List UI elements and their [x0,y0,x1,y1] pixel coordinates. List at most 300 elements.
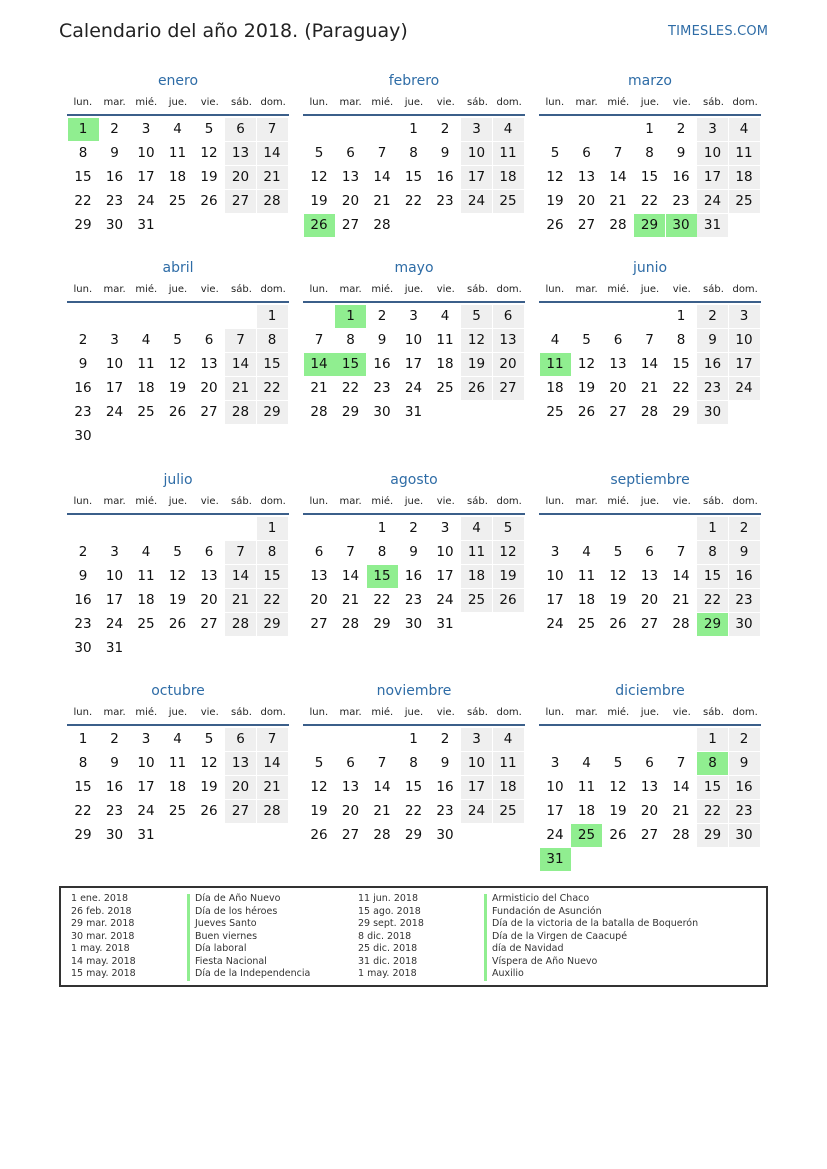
header-rule [67,301,289,303]
day-cell: 17 [137,779,155,795]
weekday-label: vie. [200,496,219,507]
weekday-header [303,493,525,511]
weekday-header [67,493,289,511]
legend-date: 30 mar. 2018 [71,930,135,942]
day-cell: 1 [377,520,387,536]
day-cell: 1 [697,728,728,751]
day-cell: 21 [609,193,627,209]
weekday-label: vie. [200,707,219,718]
day-cell: 8 [645,145,654,161]
day-cell: 4 [550,332,560,348]
day-cell: 3 [409,308,418,324]
day-cell: 6 [225,118,256,141]
day-cell: 7 [377,755,387,771]
weekday-label: jue. [404,496,424,507]
day-cell: 5 [314,145,324,161]
day-cell: 2 [110,731,119,747]
day-cell: 10 [461,142,492,165]
day-cell: 31 [404,404,423,420]
day-cell: 2 [729,517,760,540]
weekday-label: mar. [575,284,598,295]
legend-holiday-name: Día de Año Nuevo [195,893,281,904]
day-cell: 5 [550,145,560,161]
legend-holiday-name: Día de la Independencia [195,968,311,979]
day-cell: 19 [493,565,524,588]
day-cell: 31 [137,827,155,843]
day-cell: 25 [436,380,454,396]
day-cell: 26 [310,827,328,843]
weekday-label: vie. [672,284,691,295]
day-cell: 22 [74,193,92,209]
legend-marker-left [187,894,190,981]
day-cell: 16 [672,169,690,185]
day-cell: 15 [672,356,690,372]
weekday-label: mié. [371,496,394,507]
day-cell: 1 [676,308,686,324]
day-cell: 2 [676,121,686,137]
weekday-label: jue. [168,496,188,507]
weekday-label: dom. [732,496,758,507]
day-cell: 10 [546,568,564,584]
day-cell: 9 [409,544,418,560]
day-cell: 28 [257,800,288,823]
day-cell: 24 [546,827,564,843]
legend-date: 31 dic. 2018 [358,955,418,967]
day-cell: 13 [341,169,360,185]
legend-date: 15 ago. 2018 [358,905,421,917]
day-cell: 13 [200,356,218,372]
header-rule [303,301,525,303]
day-cell: 26 [168,616,187,632]
day-cell: 24 [461,800,492,823]
day-cell: 13 [310,568,328,584]
day-cell: 14 [672,779,690,795]
day-cell: 21 [310,380,328,396]
legend-holiday-name: Jueves Santo [195,918,257,929]
weekday-label: mar. [575,496,598,507]
day-cell: 9 [110,755,119,771]
day-cell: 28 [672,827,690,843]
day-cell: 16 [105,779,124,795]
day-cell: 23 [697,377,728,400]
day-cell: 23 [672,193,690,209]
day-cell: 26 [546,217,564,233]
weekday-label: jue. [640,284,660,295]
header-rule [303,513,525,515]
day-cell: 29 [404,827,423,843]
day-cell: 22 [257,589,288,612]
day-cell: 2 [440,121,450,137]
day-cell: 30 [105,827,124,843]
day-cell: 2 [697,305,728,328]
day-cell: 30 [373,404,391,420]
day-cell: 27 [225,190,256,213]
legend-holiday-name: Víspera de Año Nuevo [492,955,598,967]
day-cell: 8 [257,329,288,352]
day-cell: 23 [105,803,124,819]
day-cell: 5 [461,305,492,328]
day-cell: 18 [493,776,524,799]
day-cell: 22 [672,380,690,396]
day-cell: 31 [105,640,124,656]
header-rule [539,114,761,116]
legend-holiday-name: Día de la victoria de la batalla de Boquerón [492,918,699,929]
day-cell: 7 [314,332,324,348]
day-cell: 16 [74,592,92,608]
weekday-header [303,704,525,722]
day-cell: 20 [225,166,256,189]
day-cell: 7 [257,118,288,141]
day-cell: 9 [110,145,119,161]
weekday-label: dom. [260,97,286,108]
day-cell: 3 [550,755,560,771]
day-cell: 3 [550,544,560,560]
day-cell: 27 [200,404,218,420]
day-cell: 22 [257,377,288,400]
day-cell: 21 [672,803,690,819]
day-cell: 4 [440,308,450,324]
weekday-label: sáb. [703,496,724,507]
day-cell: 31 [436,616,454,632]
day-cell: 28 [640,404,659,420]
day-cell: 23 [436,193,454,209]
day-cell: 2 [440,731,450,747]
day-cell: 24 [461,190,492,213]
day-cell: 18 [493,166,524,189]
day-cell: 15 [404,779,423,795]
weekday-label: mié. [607,284,630,295]
day-cell: 16 [74,380,92,396]
legend-date: 1 ene. 2018 [71,893,128,904]
weekday-label: dom. [260,284,286,295]
weekday-label: jue. [168,707,188,718]
weekday-label: dom. [496,284,522,295]
day-cell: 3 [729,305,760,328]
weekday-label: sáb. [703,97,724,108]
day-cell: 11 [577,568,596,584]
weekday-label: mar. [103,97,126,108]
month-name: mayo [394,260,434,276]
day-cell: 6 [493,305,524,328]
day-cell: 24 [404,380,423,396]
day-cell: 18 [577,592,596,608]
day-cell: 6 [346,145,355,161]
legend-holiday-name: Fundación de Asunción [492,905,602,917]
day-cell: 29 [697,824,728,847]
weekday-label: jue. [640,496,660,507]
day-cell: 7 [346,544,355,560]
day-cell: 12 [609,779,627,795]
day-cell: 15 [640,169,659,185]
day-cell: 29 [341,404,360,420]
day-cell: 12 [310,779,328,795]
day-cell: 18 [168,169,187,185]
day-cell: 13 [225,142,256,165]
day-cell: 6 [314,544,324,560]
weekday-label: sáb. [231,97,252,108]
day-cell: 28 [672,616,690,632]
day-cell: 12 [200,755,218,771]
day-cell: 30 [729,824,760,847]
day-cell: 26 [577,404,596,420]
day-cell: 26 [200,803,218,819]
day-cell: 8 [409,145,418,161]
weekday-label: vie. [200,97,219,108]
day-cell: 20 [640,592,659,608]
day-cell: 22 [373,592,391,608]
day-cell: 2 [377,308,387,324]
weekday-header [67,94,289,112]
day-cell: 25 [168,193,187,209]
weekday-label: lun. [73,97,93,108]
day-cell: 27 [341,827,360,843]
day-cell: 17 [461,166,492,189]
weekday-label: dom. [496,707,522,718]
day-cell: 30 [729,613,760,636]
day-cell: 26 [609,827,627,843]
legend-date: 1 may. 2018 [71,943,130,954]
day-cell: 17 [436,568,454,584]
day-cell: 21 [257,776,288,799]
legend-right-dates [358,893,424,981]
day-cell: 14 [672,568,690,584]
day-cell: 1 [409,121,418,137]
day-cell: 13 [341,779,360,795]
day-cell: 10 [546,779,564,795]
day-cell: 10 [729,329,760,352]
day-cell: 29 [672,404,690,420]
day-cell: 16 [404,568,423,584]
day-cell: 13 [225,752,256,775]
day-cell: 28 [341,616,360,632]
day-cell: 8 [78,145,88,161]
day-cell: 11 [436,332,454,348]
weekday-label: sáb. [467,707,488,718]
day-cell: 21 [257,166,288,189]
header-rule [303,724,525,726]
day-cell: 18 [461,565,492,588]
day-cell: 13 [493,329,524,352]
day-cell: 4 [582,755,591,771]
day-cell: 11 [729,142,760,165]
month-name: febrero [388,73,440,89]
legend-holiday-name: Día de los héroes [195,905,278,917]
legend-holiday-name: día de Navidad [492,943,564,954]
day-cell: 3 [110,332,119,348]
day-cell: 1 [257,305,288,328]
day-cell: 15 [404,169,423,185]
day-cell: 17 [137,169,155,185]
day-cell: 20 [493,353,524,376]
legend-date: 29 mar. 2018 [71,918,135,929]
header-rule [539,724,761,726]
day-cell: 18 [137,592,155,608]
weekday-label: jue. [404,707,424,718]
header-rule [67,724,289,726]
day-cell: 20 [609,380,627,396]
day-cell: 26 [168,404,187,420]
day-cell: 11 [461,541,492,564]
day-cell: 16 [373,356,391,372]
day-cell: 17 [105,380,124,396]
day-cell: 8 [697,541,728,564]
day-cell: 23 [436,803,454,819]
day-cell: 11 [493,752,524,775]
day-cell: 13 [577,169,596,185]
day-cell: 30 [74,428,92,444]
month-name: agosto [390,472,438,488]
day-cell: 25 [493,190,524,213]
day-cell: 4 [729,118,760,141]
day-cell: 8 [346,332,355,348]
weekday-label: lun. [309,97,329,108]
holiday-legend [59,886,768,987]
day-cell: 15 [257,353,288,376]
weekday-label: mié. [135,707,158,718]
holiday-day-cell: 31 [540,848,571,871]
day-cell: 5 [204,731,214,747]
day-cell: 21 [373,193,391,209]
day-cell: 24 [729,377,760,400]
day-cell: 9 [676,145,686,161]
legend-date: 25 dic. 2018 [358,943,418,954]
weekday-label: sáb. [467,284,488,295]
day-cell: 12 [200,145,218,161]
day-cell: 23 [105,193,124,209]
holiday-day-cell: 29 [697,613,728,636]
weekday-label: sáb. [467,496,488,507]
day-cell: 11 [577,779,596,795]
day-cell: 20 [640,803,659,819]
day-cell: 14 [257,142,288,165]
legend-right-names [492,893,698,981]
day-cell: 9 [697,329,728,352]
day-cell: 12 [310,169,328,185]
day-cell: 28 [225,401,256,424]
day-cell: 2 [729,728,760,751]
weekday-label: mar. [339,284,362,295]
day-cell: 23 [74,404,92,420]
day-cell: 22 [697,589,728,612]
day-cell: 4 [493,118,524,141]
day-cell: 18 [436,356,454,372]
page-title: Calendario del año 2018. (Paraguay) [59,20,408,42]
day-cell: 8 [257,541,288,564]
weekday-label: mar. [103,284,126,295]
day-cell: 12 [577,356,596,372]
header-rule [303,114,525,116]
weekday-label: mié. [371,707,394,718]
month-name: octubre [151,683,205,699]
day-cell: 13 [640,568,659,584]
day-cell: 12 [493,541,524,564]
day-cell: 29 [74,217,92,233]
day-cell: 3 [461,118,492,141]
day-cell: 4 [582,544,591,560]
day-cell: 24 [105,404,124,420]
legend-date: 29 sept. 2018 [358,918,424,929]
day-cell: 25 [168,803,187,819]
weekday-label: lun. [545,284,565,295]
weekday-label: mié. [371,97,394,108]
weekday-label: lun. [545,97,565,108]
day-cell: 28 [609,217,627,233]
day-cell: 19 [461,353,492,376]
day-cell: 19 [609,592,627,608]
month-name: julio [163,472,193,488]
day-cell: 14 [373,169,391,185]
day-cell: 20 [200,592,218,608]
day-cell: 9 [377,332,387,348]
day-cell: 23 [729,800,760,823]
day-cell: 7 [676,755,686,771]
day-cell: 2 [78,332,88,348]
day-cell: 27 [310,616,328,632]
weekday-header [539,704,761,722]
holiday-day-cell: 11 [540,353,571,376]
day-cell: 20 [577,193,596,209]
day-cell: 27 [341,217,360,233]
day-cell: 10 [137,145,155,161]
day-cell: 3 [141,731,151,747]
weekday-label: mié. [371,284,394,295]
day-cell: 21 [225,589,256,612]
day-cell: 28 [257,190,288,213]
day-cell: 6 [225,728,256,751]
day-cell: 11 [137,356,155,372]
weekday-label: sáb. [231,496,252,507]
day-cell: 9 [729,541,760,564]
weekday-label: mar. [103,496,126,507]
day-cell: 26 [200,193,218,209]
header-rule [67,513,289,515]
day-cell: 7 [225,541,256,564]
day-cell: 9 [440,755,450,771]
day-cell: 27 [493,377,524,400]
day-cell: 18 [168,779,187,795]
header-rule [539,513,761,515]
legend-date: 15 may. 2018 [71,968,136,979]
day-cell: 10 [436,544,454,560]
brand-link[interactable]: TIMESLES.COM [668,24,769,39]
day-cell: 11 [493,142,524,165]
day-cell: 19 [200,779,218,795]
day-cell: 21 [640,380,659,396]
day-cell: 12 [461,329,492,352]
day-cell: 20 [341,193,360,209]
day-cell: 9 [440,145,450,161]
weekday-header [67,281,289,299]
weekday-label: mar. [339,97,362,108]
day-cell: 5 [314,755,324,771]
weekday-label: jue. [640,707,660,718]
day-cell: 4 [141,544,151,560]
day-cell: 15 [74,779,92,795]
header-rule [539,301,761,303]
day-cell: 11 [168,755,187,771]
day-cell: 23 [404,592,423,608]
holiday-day-cell: 1 [68,118,99,141]
weekday-label: dom. [496,496,522,507]
day-cell: 9 [78,356,88,372]
day-cell: 14 [257,752,288,775]
day-cell: 28 [225,613,256,636]
day-cell: 26 [493,589,524,612]
day-cell: 5 [173,544,182,560]
day-cell: 13 [609,356,627,372]
day-cell: 16 [729,565,760,588]
day-cell: 15 [697,776,728,799]
